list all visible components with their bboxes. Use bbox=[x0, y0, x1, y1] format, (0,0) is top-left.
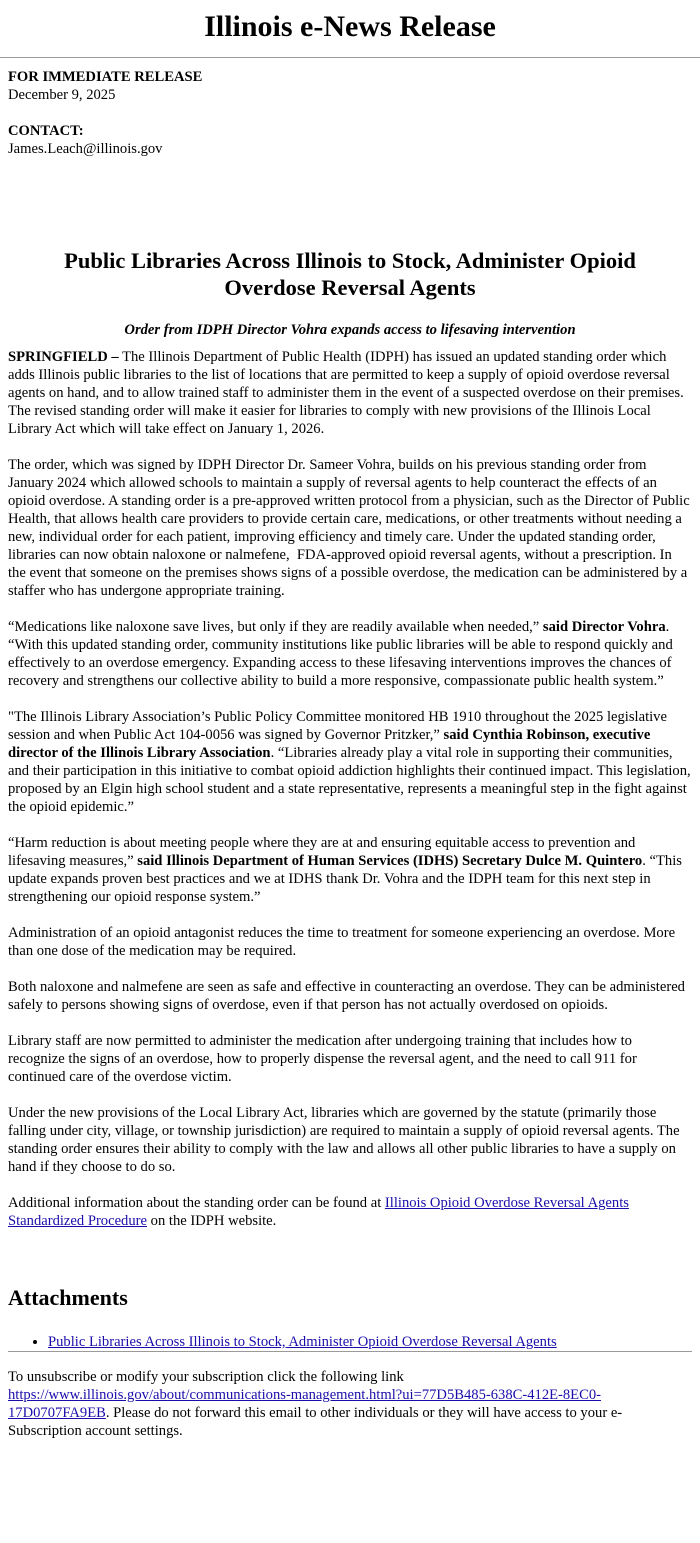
paragraph-5 bbox=[8, 834, 692, 906]
attachments-list bbox=[8, 1333, 692, 1351]
paragraph-9: Under the new provisions of the Local Library Act, libraries which are governed by the statute (primarily those falling under city, village, or township jurisdiction) are required to maintain a supply of opioid reversal agents. The standing order ensures their ability to comply with the law and allows all other public libraries to have a supply on hand if they choose to do so. bbox=[8, 1105, 680, 1175]
release-date: December 9, 2025 bbox=[8, 87, 116, 103]
paragraph-2: The order, which was signed by IDPH Director Dr. Sameer Vohra, builds on his previous standing order from January 2024 which allowed schools to maintain a supply of reversal agents to help counteract the effects of an opioid overdose. A standing order is a pre-approved written protocol from a physician, such as the Director of Public Health, that allows health care providers to provide certain care, medications, or other treatments without needing a new, individual order for each patient, improving efficiency and timely care. Under the updated standing order, libraries can now obtain naloxone or nalmefene, FDA-approved opioid reversal agents, without a prescription. In the event that someone on the premises shows signs of a possible overdose, the medication can be administered by a staffer who has undergone appropriate training. bbox=[8, 457, 690, 599]
contact-label: CONTACT: bbox=[8, 123, 84, 139]
paragraph-10-text-b: on the IDPH website. bbox=[147, 1213, 277, 1229]
release-meta bbox=[8, 68, 692, 158]
paragraph-8: Library staff are now permitted to administer the medication after undergoing training that includes how to recognize the signs of an overdose, how to properly dispense the reversal agent, and the need to call 911 for continued care of the overdose victim. bbox=[8, 1033, 637, 1085]
quote-quintero-open: “Harm reduction is about meeting people where they are at and ensuring equitable access to prevention and lifesaving measures,” bbox=[8, 835, 636, 869]
attribution-vohra: said Director Vohra bbox=[542, 619, 666, 635]
headline: Public Libraries Across Illinois to Stock, Administer Opioid Overdose Reversal Agents bbox=[64, 248, 636, 300]
quote-vohra-open: “Medications like naloxone save lives, but only if they are readily available when needed,” bbox=[8, 619, 543, 635]
unsubscribe-text: To unsubscribe or modify your subscription click the following link bbox=[8, 1369, 404, 1385]
release-label: FOR IMMEDIATE RELEASE bbox=[8, 69, 203, 85]
release-info bbox=[8, 68, 692, 104]
quote-vohra-rest: . “With this updated standing order, community institutions like public libraries will be able to respond quickly and effectively to an overdose emergency. Expanding access to these lifesaving interventions improves the chances of recovery and strengthens our collective ability to build a more responsive, compassionate public health system.” bbox=[8, 619, 673, 689]
attribution-quintero: said Illinois Department of Human Services (IDHS) Secretary Dulce M. Quintero bbox=[137, 853, 643, 869]
subscription-management-link[interactable]: https://www.illinois.gov/about/communications-management.html?ui=77D5B485-638C-412E-8EC0-17D0707FA9EB bbox=[8, 1387, 601, 1421]
header-divider bbox=[0, 57, 700, 58]
dateline: SPRINGFIELD – bbox=[8, 349, 119, 365]
list-item bbox=[48, 1333, 692, 1351]
standardized-procedure-link[interactable]: Illinois Opioid Overdose Reversal Agents Standardized Procedure bbox=[8, 1195, 629, 1229]
paragraph-1-text: The Illinois Department of Public Health (IDPH) has issued an updated standing order which adds Illinois public libraries to the list of locations that are permitted to keep a supply of opioid overdose reversal agents on hand, and to allow trained staff to administer them in the event of a suspected overdose on their premises. The revised standing order will make it easier for libraries to comply with new provisions of the Illinois Local Library Act which will take effect on January 1, 2026. bbox=[8, 349, 684, 437]
paragraph-6: Administration of an opioid antagonist reduces the time to treatment for someone experiencing an overdose. More than one dose of the medication may be required. bbox=[8, 925, 676, 959]
release-body bbox=[0, 68, 700, 1448]
footer-divider bbox=[8, 1351, 692, 1352]
quote-robinson-open: "The Illinois Library Association’s Public Policy Committee monitored HB 1910 throughout the 2025 legislative session and when Public Act 104-0056 was signed by Governor Pritzker,” bbox=[8, 709, 667, 743]
paragraph-4 bbox=[8, 708, 692, 816]
paragraph-10-text-a: Additional information about the standing order can be found at bbox=[8, 1195, 385, 1211]
footer bbox=[8, 1368, 692, 1448]
paragraph-3 bbox=[8, 618, 692, 690]
attribution-robinson: said Cynthia Robinson, executive director of the Illinois Library Association bbox=[8, 727, 651, 761]
subhead: Order from IDPH Director Vohra expands access to lifesaving intervention bbox=[124, 322, 576, 338]
masthead-title: Illinois e-News Release bbox=[204, 10, 496, 43]
contact-email: James.Leach@illinois.gov bbox=[8, 141, 163, 157]
paragraph-10 bbox=[8, 1194, 692, 1230]
attachment-link[interactable]: Public Libraries Across Illinois to Stock, Administer Opioid Overdose Reversal Agents bbox=[48, 1334, 557, 1350]
contact-info bbox=[8, 122, 692, 158]
paragraph-1 bbox=[8, 348, 692, 438]
footer-warning-text: . Please do not forward this email to other individuals or they will have access to your e-Subscription account settings. bbox=[8, 1405, 623, 1439]
quote-robinson-rest: . “Libraries already play a vital role in supporting their communities, and their participation in this initiative to combat opioid addiction highlights their continued impact. This legislation, proposed by an Elgin high school student and a state representative, represents a meaningful step in the fight against the opioid epidemic.” bbox=[8, 745, 691, 815]
attachments-heading: Attachments bbox=[8, 1285, 128, 1310]
quote-quintero-rest: . “This update expands proven best practices and we at IDHS thank Dr. Vohra and the IDPH team for this next step in strengthening our opioid response system.” bbox=[8, 853, 682, 905]
paragraph-7: Both naloxone and nalmefene are seen as safe and effective in counteracting an overdose. They can be administered safely to persons showing signs of overdose, even if that person has not actually overdosed on opioids. bbox=[8, 979, 685, 1013]
